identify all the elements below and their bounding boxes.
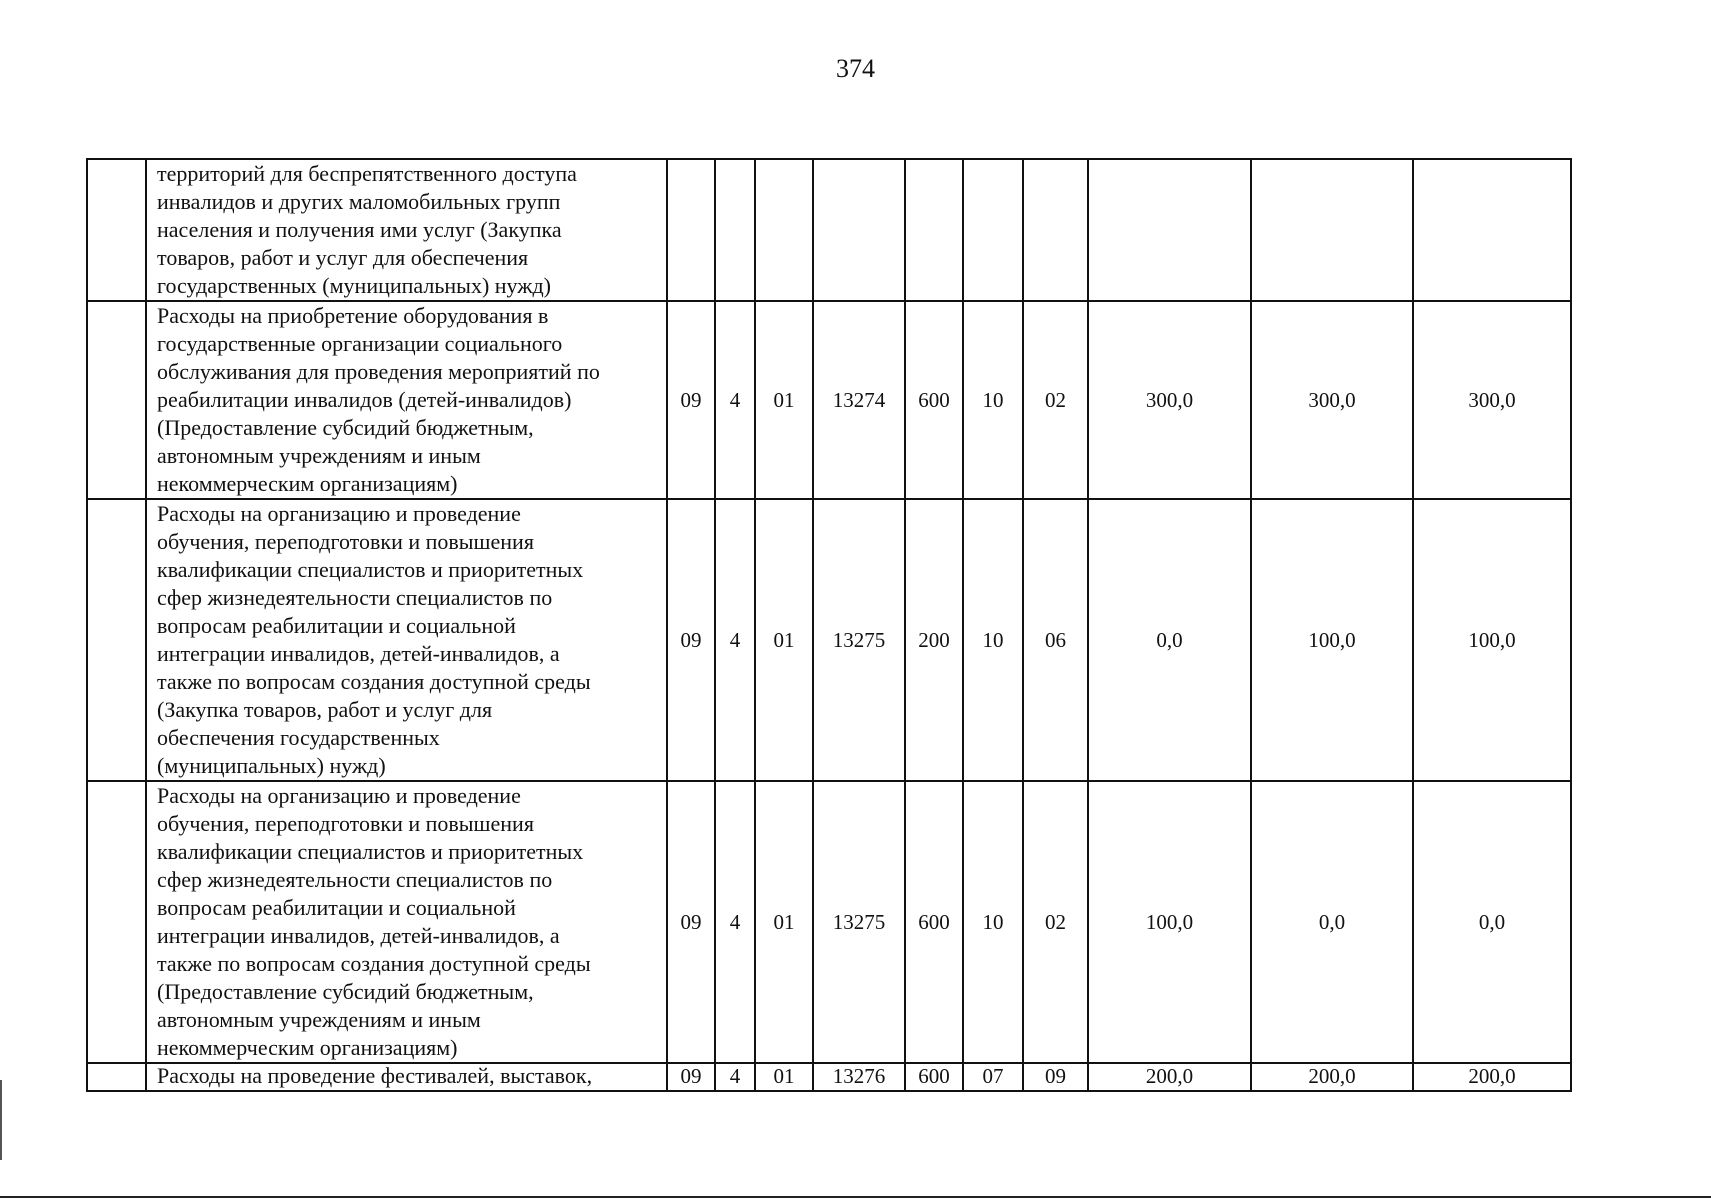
amount-year1-cell: 300,0 bbox=[1088, 301, 1251, 499]
code-subprogram-cell: 01 bbox=[755, 301, 813, 499]
amount-year3-cell: 200,0 bbox=[1413, 1063, 1571, 1091]
amount-year1-cell bbox=[1088, 159, 1251, 301]
description-cell: Расходы на приобретение оборудования в государственные организации социального обслуживания для проведения мероприятий по реабилитации инвалидов (детей-инвалидов) (Предоставление субсидий бюджетным, автономным учреждениям и иным некоммерческим организациям) bbox=[146, 301, 667, 499]
code-expense-type-cell: 200 bbox=[905, 499, 963, 781]
code-program-type-cell: 4 bbox=[715, 781, 755, 1063]
code-subsection-cell: 02 bbox=[1023, 781, 1088, 1063]
code-expense-type-cell: 600 bbox=[905, 1063, 963, 1091]
code-program-type-cell: 4 bbox=[715, 1063, 755, 1091]
row-number-cell bbox=[87, 499, 146, 781]
scan-margin-mark bbox=[0, 1080, 2, 1160]
code-subsection-cell: 02 bbox=[1023, 301, 1088, 499]
scan-bottom-edge bbox=[0, 1196, 1711, 1198]
amount-year2-cell: 300,0 bbox=[1251, 301, 1413, 499]
table-row bbox=[87, 301, 1571, 499]
table-row bbox=[87, 781, 1571, 1063]
code-program-type-cell: 4 bbox=[715, 301, 755, 499]
amount-year1-cell: 200,0 bbox=[1088, 1063, 1251, 1091]
table-row bbox=[87, 159, 1571, 301]
amount-year3-cell: 100,0 bbox=[1413, 499, 1571, 781]
code-program-type-cell: 4 bbox=[715, 499, 755, 781]
code-subprogram-cell: 01 bbox=[755, 781, 813, 1063]
code-subprogram-cell: 01 bbox=[755, 499, 813, 781]
row-number-cell bbox=[87, 159, 146, 301]
description-cell: Расходы на организацию и проведение обучения, переподготовки и повышения квалификации специалистов и приоритетных сфер жизнедеятельности специалистов по вопросам реабилитации и социальной интеграции инвалидов, детей-инвалидов, а также по вопросам создания доступной среды (Предоставление субсидий бюджетным, автономным учреждениям и иным некоммерческим организациям) bbox=[146, 781, 667, 1063]
description-cell: Расходы на организацию и проведение обучения, переподготовки и повышения квалификации специалистов и приоритетных сфер жизнедеятельности специалистов по вопросам реабилитации и социальной интеграции инвалидов, детей-инвалидов, а также по вопросам создания доступной среды (Закупка товаров, работ и услуг для обеспечения государственных (муниципальных) нужд) bbox=[146, 499, 667, 781]
table-row bbox=[87, 1063, 1571, 1091]
row-number-cell bbox=[87, 1063, 146, 1091]
code-ministry-cell bbox=[667, 159, 715, 301]
code-subsection-cell: 09 bbox=[1023, 1063, 1088, 1091]
code-ministry-cell: 09 bbox=[667, 1063, 715, 1091]
amount-year2-cell: 100,0 bbox=[1251, 499, 1413, 781]
code-ministry-cell: 09 bbox=[667, 499, 715, 781]
code-expense-type-cell: 600 bbox=[905, 301, 963, 499]
code-ministry-cell: 09 bbox=[667, 301, 715, 499]
code-section-cell: 10 bbox=[963, 781, 1023, 1063]
code-ministry-cell: 09 bbox=[667, 781, 715, 1063]
amount-year2-cell bbox=[1251, 159, 1413, 301]
budget-table bbox=[86, 158, 1572, 1092]
code-subsection-cell: 06 bbox=[1023, 499, 1088, 781]
code-expense-type-cell: 600 bbox=[905, 781, 963, 1063]
table-row bbox=[87, 499, 1571, 781]
code-section-cell: 10 bbox=[963, 499, 1023, 781]
code-expense-type-cell bbox=[905, 159, 963, 301]
description-cell: территорий для беспрепятственного доступа инвалидов и других маломобильных групп населения и получения ими услуг (Закупка товаров, работ и услуг для обеспечения государственных (муниципальных) нужд) bbox=[146, 159, 667, 301]
code-subsection-cell bbox=[1023, 159, 1088, 301]
amount-year3-cell: 300,0 bbox=[1413, 301, 1571, 499]
amount-year1-cell: 100,0 bbox=[1088, 781, 1251, 1063]
code-section-cell: 07 bbox=[963, 1063, 1023, 1091]
page-number: 374 bbox=[836, 54, 875, 83]
amount-year1-cell: 0,0 bbox=[1088, 499, 1251, 781]
amount-year3-cell: 0,0 bbox=[1413, 781, 1571, 1063]
code-direction-cell: 13274 bbox=[813, 301, 905, 499]
code-direction-cell: 13275 bbox=[813, 499, 905, 781]
code-direction-cell bbox=[813, 159, 905, 301]
code-program-type-cell bbox=[715, 159, 755, 301]
code-section-cell bbox=[963, 159, 1023, 301]
amount-year2-cell: 200,0 bbox=[1251, 1063, 1413, 1091]
code-subprogram-cell bbox=[755, 159, 813, 301]
description-cell: Расходы на проведение фестивалей, выставок, bbox=[146, 1063, 667, 1091]
amount-year3-cell bbox=[1413, 159, 1571, 301]
code-direction-cell: 13276 bbox=[813, 1063, 905, 1091]
row-number-cell bbox=[87, 781, 146, 1063]
code-subprogram-cell: 01 bbox=[755, 1063, 813, 1091]
code-section-cell: 10 bbox=[963, 301, 1023, 499]
amount-year2-cell: 0,0 bbox=[1251, 781, 1413, 1063]
code-direction-cell: 13275 bbox=[813, 781, 905, 1063]
row-number-cell bbox=[87, 301, 146, 499]
